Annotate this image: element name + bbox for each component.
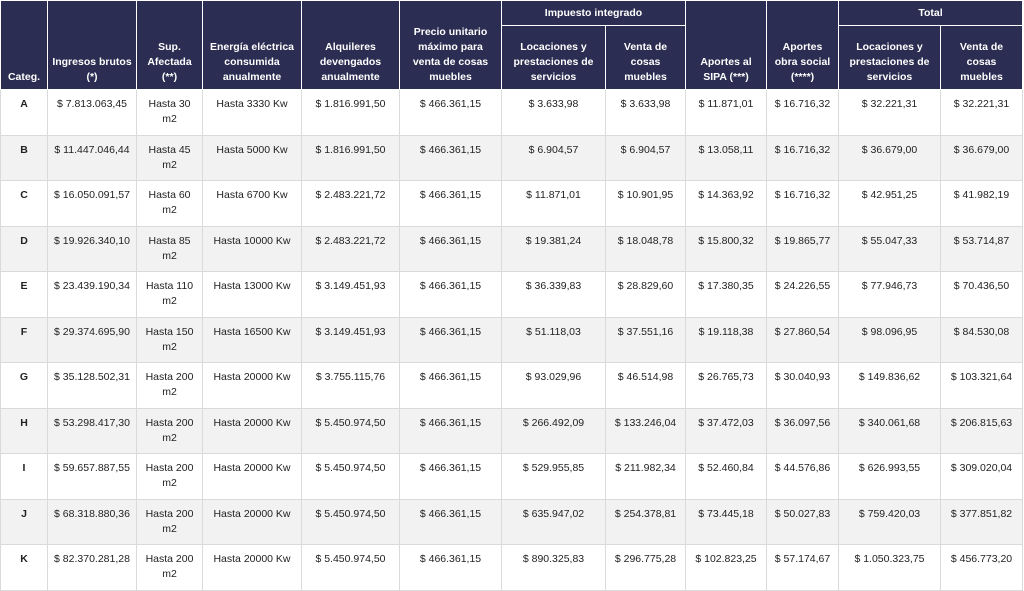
cell-ingresos-brutos: $ 59.657.887,55 [48,454,137,500]
cell-categoria: E [1,272,48,318]
table-header [1,1,1023,90]
cell-energia: Hasta 20000 Kw [203,545,302,591]
cell-alquileres: $ 3.149.451,93 [302,272,400,318]
cell-total-locaciones: $ 626.993,55 [839,454,941,500]
cell-impuesto-locaciones: $ 266.492,09 [502,408,606,454]
group-impuesto-integrado: Impuesto integrado [502,1,686,26]
cell-categoria: C [1,181,48,227]
table-row [1,363,1023,409]
cell-impuesto-venta: $ 133.246,04 [606,408,686,454]
cell-superficie: Hasta 200 m2 [137,454,203,500]
cell-total-locaciones: $ 340.061,68 [839,408,941,454]
cell-total-venta: $ 206.815,63 [941,408,1023,454]
cell-aportes-obra-social: $ 44.576,86 [767,454,839,500]
cell-aportes-obra-social: $ 16.716,32 [767,181,839,227]
cell-superficie: Hasta 150 m2 [137,317,203,363]
cell-aportes-sipa: $ 73.445,18 [686,499,767,545]
cell-total-venta: $ 84.530,08 [941,317,1023,363]
col-aportes-sipa: Aportes al SIPA (***) [686,1,767,90]
cell-total-locaciones: $ 759.420,03 [839,499,941,545]
cell-categoria: K [1,545,48,591]
cell-total-venta: $ 309.020,04 [941,454,1023,500]
cell-total-venta: $ 53.714,87 [941,226,1023,272]
group-total: Total [839,1,1023,26]
cell-ingresos-brutos: $ 23.439.190,34 [48,272,137,318]
cell-precio-unitario: $ 466.361,15 [400,226,502,272]
cell-aportes-obra-social: $ 19.865,77 [767,226,839,272]
table-row [1,408,1023,454]
cell-total-venta: $ 377.851,82 [941,499,1023,545]
cell-energia: Hasta 10000 Kw [203,226,302,272]
col-ingresos-brutos: Ingresos brutos (*) [48,1,137,90]
cell-superficie: Hasta 200 m2 [137,499,203,545]
cell-ingresos-brutos: $ 68.318.880,36 [48,499,137,545]
cell-total-venta: $ 70.436,50 [941,272,1023,318]
cell-energia: Hasta 20000 Kw [203,363,302,409]
cell-alquileres: $ 2.483.221,72 [302,181,400,227]
cell-precio-unitario: $ 466.361,15 [400,181,502,227]
cell-impuesto-locaciones: $ 11.871,01 [502,181,606,227]
cell-aportes-sipa: $ 14.363,92 [686,181,767,227]
col-superficie-afectada: Sup. Afectada (**) [137,1,203,90]
cell-precio-unitario: $ 466.361,15 [400,363,502,409]
cell-aportes-obra-social: $ 50.027,83 [767,499,839,545]
cell-impuesto-locaciones: $ 51.118,03 [502,317,606,363]
cell-impuesto-locaciones: $ 3.633,98 [502,90,606,136]
cell-precio-unitario: $ 466.361,15 [400,90,502,136]
cell-alquileres: $ 5.450.974,50 [302,408,400,454]
cell-total-venta: $ 36.679,00 [941,135,1023,181]
cell-alquileres: $ 3.149.451,93 [302,317,400,363]
cell-aportes-sipa: $ 52.460,84 [686,454,767,500]
cell-aportes-obra-social: $ 16.716,32 [767,135,839,181]
cell-energia: Hasta 20000 Kw [203,408,302,454]
cell-impuesto-locaciones: $ 529.955,85 [502,454,606,500]
cell-total-locaciones: $ 1.050.323,75 [839,545,941,591]
col-total-venta: Venta de cosas muebles [941,26,1023,90]
cell-total-locaciones: $ 42.951,25 [839,181,941,227]
table-row [1,545,1023,591]
cell-impuesto-venta: $ 28.829,60 [606,272,686,318]
cell-precio-unitario: $ 466.361,15 [400,272,502,318]
cell-aportes-sipa: $ 102.823,25 [686,545,767,591]
cell-precio-unitario: $ 466.361,15 [400,317,502,363]
cell-categoria: F [1,317,48,363]
table-row [1,181,1023,227]
cell-impuesto-venta: $ 18.048,78 [606,226,686,272]
cell-ingresos-brutos: $ 19.926.340,10 [48,226,137,272]
cell-energia: Hasta 3330 Kw [203,90,302,136]
cell-energia: Hasta 13000 Kw [203,272,302,318]
cell-ingresos-brutos: $ 11.447.046,44 [48,135,137,181]
cell-precio-unitario: $ 466.361,15 [400,408,502,454]
cell-aportes-sipa: $ 11.871,01 [686,90,767,136]
col-impuesto-venta: Venta de cosas muebles [606,26,686,90]
cell-alquileres: $ 1.816.991,50 [302,90,400,136]
cell-ingresos-brutos: $ 35.128.502,31 [48,363,137,409]
cell-alquileres: $ 5.450.974,50 [302,454,400,500]
cell-impuesto-locaciones: $ 36.339,83 [502,272,606,318]
cell-impuesto-venta: $ 3.633,98 [606,90,686,136]
cell-total-locaciones: $ 149.836,62 [839,363,941,409]
cell-superficie: Hasta 45 m2 [137,135,203,181]
cell-categoria: J [1,499,48,545]
cell-superficie: Hasta 200 m2 [137,363,203,409]
cell-impuesto-venta: $ 6.904,57 [606,135,686,181]
cell-energia: Hasta 16500 Kw [203,317,302,363]
cell-energia: Hasta 5000 Kw [203,135,302,181]
cell-total-venta: $ 32.221,31 [941,90,1023,136]
table-row [1,226,1023,272]
cell-total-venta: $ 456.773,20 [941,545,1023,591]
cell-categoria: G [1,363,48,409]
cell-aportes-sipa: $ 26.765,73 [686,363,767,409]
cell-precio-unitario: $ 466.361,15 [400,499,502,545]
table-row [1,317,1023,363]
cell-impuesto-locaciones: $ 19.381,24 [502,226,606,272]
cell-precio-unitario: $ 466.361,15 [400,135,502,181]
cell-categoria: I [1,454,48,500]
cell-aportes-sipa: $ 15.800,32 [686,226,767,272]
cell-impuesto-locaciones: $ 890.325,83 [502,545,606,591]
cell-total-locaciones: $ 36.679,00 [839,135,941,181]
cell-alquileres: $ 2.483.221,72 [302,226,400,272]
cell-impuesto-venta: $ 37.551,16 [606,317,686,363]
cell-aportes-sipa: $ 37.472,03 [686,408,767,454]
cell-aportes-obra-social: $ 57.174,67 [767,545,839,591]
col-impuesto-locaciones: Locaciones y prestaciones de servicios [502,26,606,90]
col-precio-unitario: Precio unitario máximo para venta de cosas muebles [400,1,502,90]
cell-impuesto-locaciones: $ 93.029,96 [502,363,606,409]
cell-total-locaciones: $ 32.221,31 [839,90,941,136]
table-row [1,272,1023,318]
cell-impuesto-locaciones: $ 635.947,02 [502,499,606,545]
cell-aportes-sipa: $ 17.380,35 [686,272,767,318]
cell-aportes-obra-social: $ 16.716,32 [767,90,839,136]
cell-impuesto-venta: $ 296.775,28 [606,545,686,591]
table-row [1,454,1023,500]
cell-precio-unitario: $ 466.361,15 [400,454,502,500]
cell-impuesto-venta: $ 254.378,81 [606,499,686,545]
col-alquileres: Alquileres devengados anualmente [302,1,400,90]
cell-superficie: Hasta 30 m2 [137,90,203,136]
cell-ingresos-brutos: $ 16.050.091,57 [48,181,137,227]
cell-impuesto-venta: $ 211.982,34 [606,454,686,500]
table-row [1,90,1023,136]
cell-aportes-obra-social: $ 24.226,55 [767,272,839,318]
cell-aportes-sipa: $ 19.118,38 [686,317,767,363]
table-row [1,135,1023,181]
cell-aportes-obra-social: $ 30.040,93 [767,363,839,409]
cell-aportes-obra-social: $ 36.097,56 [767,408,839,454]
cell-ingresos-brutos: $ 29.374.695,90 [48,317,137,363]
cell-alquileres: $ 1.816.991,50 [302,135,400,181]
cell-superficie: Hasta 110 m2 [137,272,203,318]
cell-energia: Hasta 20000 Kw [203,454,302,500]
cell-superficie: Hasta 200 m2 [137,408,203,454]
cell-energia: Hasta 20000 Kw [203,499,302,545]
table-row [1,499,1023,545]
cell-aportes-sipa: $ 13.058,11 [686,135,767,181]
cell-categoria: B [1,135,48,181]
cell-categoria: A [1,90,48,136]
cell-total-locaciones: $ 55.047,33 [839,226,941,272]
col-total-locaciones: Locaciones y prestaciones de servicios [839,26,941,90]
cell-energia: Hasta 6700 Kw [203,181,302,227]
table-body [1,90,1023,591]
cell-ingresos-brutos: $ 7.813.063,45 [48,90,137,136]
col-energia-electrica: Energía eléctrica consumida anualmente [203,1,302,90]
cell-impuesto-venta: $ 46.514,98 [606,363,686,409]
cell-alquileres: $ 5.450.974,50 [302,499,400,545]
cell-superficie: Hasta 85 m2 [137,226,203,272]
cell-total-venta: $ 41.982,19 [941,181,1023,227]
col-aportes-obra-social: Aportes obra social (****) [767,1,839,90]
cell-ingresos-brutos: $ 82.370.281,28 [48,545,137,591]
cell-impuesto-locaciones: $ 6.904,57 [502,135,606,181]
cell-total-locaciones: $ 77.946,73 [839,272,941,318]
col-categ: Categ. [1,1,48,90]
cell-impuesto-venta: $ 10.901,95 [606,181,686,227]
cell-superficie: Hasta 60 m2 [137,181,203,227]
cell-categoria: H [1,408,48,454]
cell-categoria: D [1,226,48,272]
cell-alquileres: $ 5.450.974,50 [302,545,400,591]
cell-total-venta: $ 103.321,64 [941,363,1023,409]
cell-alquileres: $ 3.755.115,76 [302,363,400,409]
cell-aportes-obra-social: $ 27.860,54 [767,317,839,363]
cell-ingresos-brutos: $ 53.298.417,30 [48,408,137,454]
cell-superficie: Hasta 200 m2 [137,545,203,591]
cell-precio-unitario: $ 466.361,15 [400,545,502,591]
cell-total-locaciones: $ 98.096,95 [839,317,941,363]
